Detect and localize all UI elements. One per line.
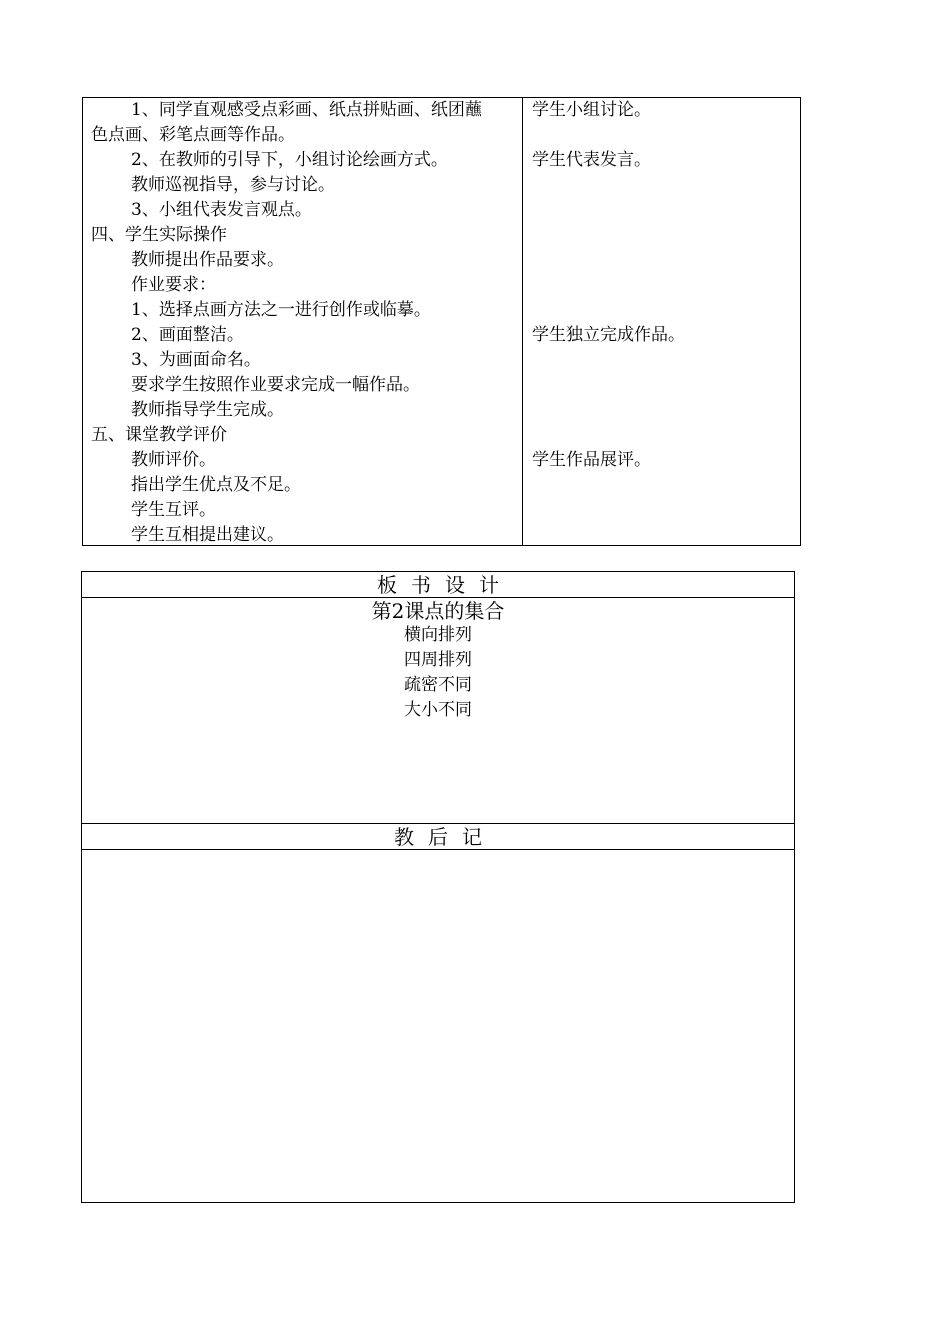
left-line: 3、为画面命名。 xyxy=(131,350,261,370)
left-line: 1、选择点画方法之一进行创作或临摹。 xyxy=(131,300,431,320)
left-line: 要求学生按照作业要求完成一幅作品。 xyxy=(131,375,420,395)
section-heading: 五、课堂教学评价 xyxy=(91,425,227,445)
board-item: 四周排列 xyxy=(404,650,472,670)
left-line: 教师评价。 xyxy=(131,450,216,470)
right-line: 学生独立完成作品。 xyxy=(532,325,685,345)
left-line: 学生互相提出建议。 xyxy=(131,525,284,545)
left-line: 3、小组代表发言观点。 xyxy=(131,200,312,220)
right-line: 学生小组讨论。 xyxy=(532,100,651,120)
column-divider xyxy=(522,98,523,545)
left-line: 作业要求： xyxy=(131,275,216,295)
board-design-table xyxy=(81,571,795,1203)
right-line: 学生代表发言。 xyxy=(532,150,651,170)
teaching-process-table xyxy=(82,97,801,546)
left-line: 教师提出作品要求。 xyxy=(131,250,284,270)
right-line: 学生作品展评。 xyxy=(532,450,651,470)
board-item: 疏密不同 xyxy=(404,675,472,695)
row-divider xyxy=(82,849,794,850)
board-item: 大小不同 xyxy=(404,700,472,720)
reflection-header: 教后记 xyxy=(394,825,496,849)
left-line: 教师指导学生完成。 xyxy=(131,400,284,420)
left-line: 学生互评。 xyxy=(131,500,216,520)
board-design-header: 板书设计 xyxy=(377,573,513,597)
left-line: 指出学生优点及不足。 xyxy=(131,475,301,495)
board-title: 第2课点的集合 xyxy=(371,599,505,623)
left-line: 教师巡视指导，参与讨论。 xyxy=(131,175,335,195)
left-line: 2、画面整洁。 xyxy=(131,325,244,345)
left-line: 色点画、彩笔点画等作品。 xyxy=(91,125,295,145)
section-heading: 四、学生实际操作 xyxy=(91,225,227,245)
left-line: 1、同学直观感受点彩画、纸点拼贴画、纸团蘸 xyxy=(131,100,482,120)
board-item: 横向排列 xyxy=(404,625,472,645)
left-line: 2、在教师的引导下，小组讨论绘画方式。 xyxy=(131,150,448,170)
